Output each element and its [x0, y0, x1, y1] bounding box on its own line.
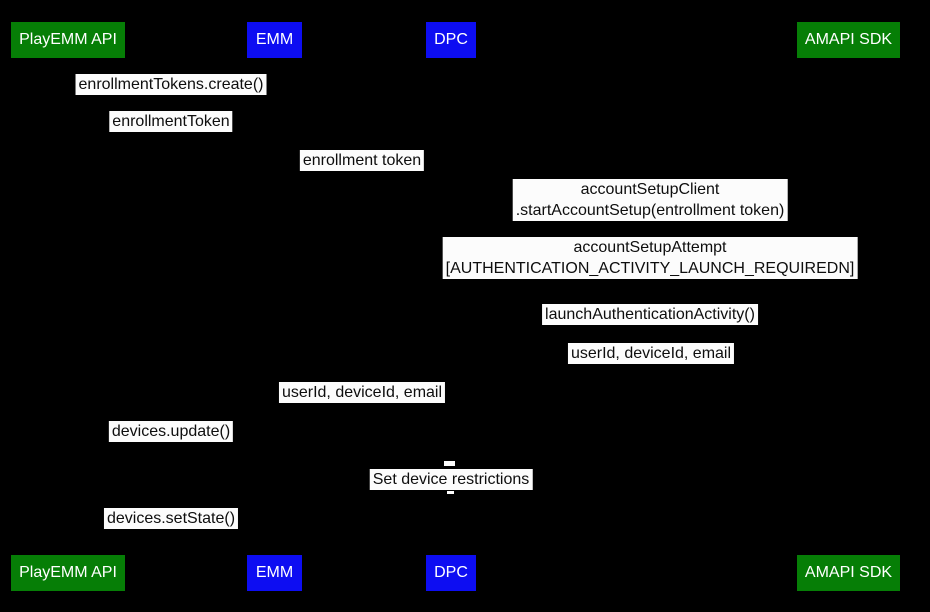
message-line: accountSetupClient	[580, 181, 720, 198]
message-userid-deviceid-email-emm	[279, 382, 445, 403]
participant-amapi-sdk-top: AMAPI SDK	[797, 22, 900, 58]
message-line: .startAccountSetup(entrollment token)	[515, 202, 785, 219]
message-account-setup-attempt	[443, 237, 858, 279]
self-loop-arrow-fragment-bottom	[447, 491, 454, 494]
participant-playemm-api-bottom: PlayEMM API	[11, 555, 125, 591]
message-enrollment-token-return	[109, 111, 232, 132]
participant-emm-top: EMM	[247, 22, 302, 58]
message-devices-set-state	[104, 508, 238, 529]
message-enrollment-tokens-create	[76, 74, 267, 95]
message-line: [AUTHENTICATION_ACTIVITY_LAUNCH_REQUIREDN]	[445, 260, 855, 277]
message-line: enrollmentTokens.create()	[78, 76, 264, 93]
message-line: enrollmentToken	[112, 113, 230, 130]
participant-dpc-top: DPC	[426, 22, 476, 58]
message-userid-deviceid-email-dpc	[568, 343, 734, 364]
message-line: userId, deviceId, email	[281, 384, 443, 401]
message-line: userId, deviceId, email	[570, 345, 732, 362]
participant-dpc-bottom: DPC	[426, 555, 476, 591]
message-line: Set device restrictions	[372, 471, 530, 488]
participant-emm-bottom: EMM	[247, 555, 302, 591]
participant-amapi-sdk-bottom: AMAPI SDK	[797, 555, 900, 591]
message-launch-authentication-activity	[542, 304, 758, 325]
message-line: devices.update()	[111, 423, 231, 440]
message-enrollment-token	[300, 150, 424, 171]
message-line: enrollment token	[302, 152, 422, 169]
message-line: accountSetupAttempt	[573, 239, 727, 256]
message-set-device-restrictions	[370, 469, 533, 490]
self-loop-arrow-fragment-top	[444, 461, 455, 466]
message-line: launchAuthenticationActivity()	[545, 306, 755, 323]
message-devices-update	[109, 421, 233, 442]
participant-playemm-api-top: PlayEMM API	[11, 22, 125, 58]
message-line: devices.setState()	[106, 510, 236, 527]
message-start-account-setup	[513, 179, 788, 221]
